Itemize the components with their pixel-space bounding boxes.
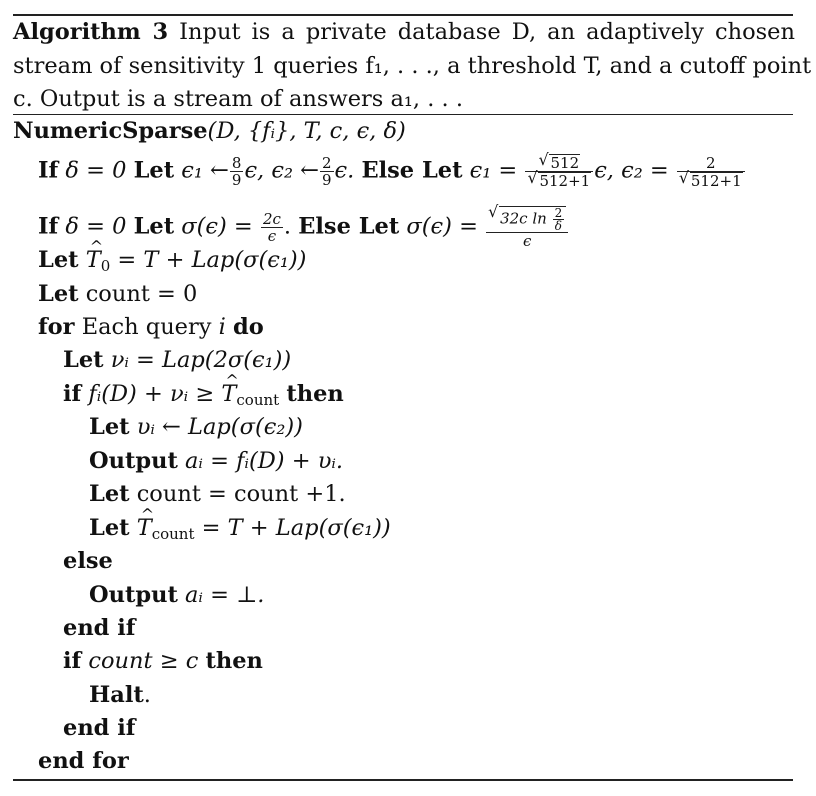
- line-output-bottom: Output aᵢ = ⊥.: [89, 582, 265, 608]
- procedure-name: NumericSparse: [13, 118, 208, 144]
- line-threshold-refresh: Let ^ $T_{count} = T + Lap(\sigma(\epsilon_1))$: [89, 513, 391, 543]
- line-count-increment: Let count = count +1.: [89, 481, 346, 507]
- fraction-8-9: $\frac{8}{9}$: [231, 154, 242, 189]
- fraction-2-9: $\frac{2}{9}$: [321, 154, 332, 189]
- line-else: else: [63, 548, 113, 574]
- procedure-signature: NumericSparse(D, {fᵢ}, T, c, ϵ, δ): [13, 118, 406, 144]
- line-end-if-1: end if: [63, 615, 136, 641]
- noisy-threshold-symbol: ^ T: [86, 245, 101, 275]
- line-noise-upsilon: Let υᵢ ← Lap(σ(ϵ₂)): [89, 414, 303, 440]
- fraction-2-root-512: 2 √ 512+1: [677, 155, 745, 189]
- algorithm-label: Algorithm 3: [13, 19, 169, 45]
- header-rule: [13, 114, 793, 115]
- line-output-answer: Output aᵢ = fᵢ(D) + υᵢ.: [89, 448, 344, 474]
- line-noise-nu: Let νᵢ = Lap(2σ(ϵ₁)): [63, 347, 292, 373]
- line-sigma-definition: If δ = 0 Let σ(ϵ) = $\frac{2c}{\epsilon}$ . Else Let σ(ϵ) = √ 32c ln $\frac{2}{\delta}$ ϵ: [38, 206, 569, 249]
- line-epsilon-split: If δ = 0 Let ϵ₁ ← $\frac{8}{9}$ ϵ, ϵ₂ ← $\frac{2}{9}$ ϵ. Else Let ϵ₁ = √ 512 √ 512+1 ϵ, ϵ₂ = 2 √ 512+1: [38, 154, 746, 189]
- caption-line-2: stream of sensitivity 1 queries f₁, . . ., a threshold T, and a cutoff point: [13, 52, 812, 79]
- algorithm-caption: [13, 16, 812, 117]
- fraction-2c-eps: $\frac{2c}{\epsilon}$: [262, 210, 281, 245]
- fraction-root-512: √ 512 √ 512+1: [525, 154, 593, 189]
- fraction-sqrt-log: √ 32c ln $\frac{2}{\delta}$ ϵ: [486, 206, 568, 249]
- line-for-loop: for Each query i do: [38, 314, 264, 340]
- line-end-for: end for: [38, 748, 129, 774]
- line-if-threshold: if fᵢ(D) + νᵢ ≥ ^ $T_{count}$ then: [63, 379, 344, 409]
- line-halt: Halt.: [89, 682, 151, 708]
- caption-line-1: Algorithm 3 Input is a private database D, an adaptively chosen: [13, 19, 795, 45]
- line-end-if-2: end if: [63, 715, 136, 741]
- line-count-init: Let count = 0: [38, 281, 198, 307]
- bottom-rule: [13, 779, 793, 781]
- line-initial-threshold: Let ^ $T_0 = T + Lap(\sigma(\epsilon_1))$: [38, 245, 306, 275]
- caption-line-3: c. Output is a stream of answers a₁, . . .: [13, 86, 463, 112]
- line-if-cutoff: if count ≥ c then: [63, 648, 263, 674]
